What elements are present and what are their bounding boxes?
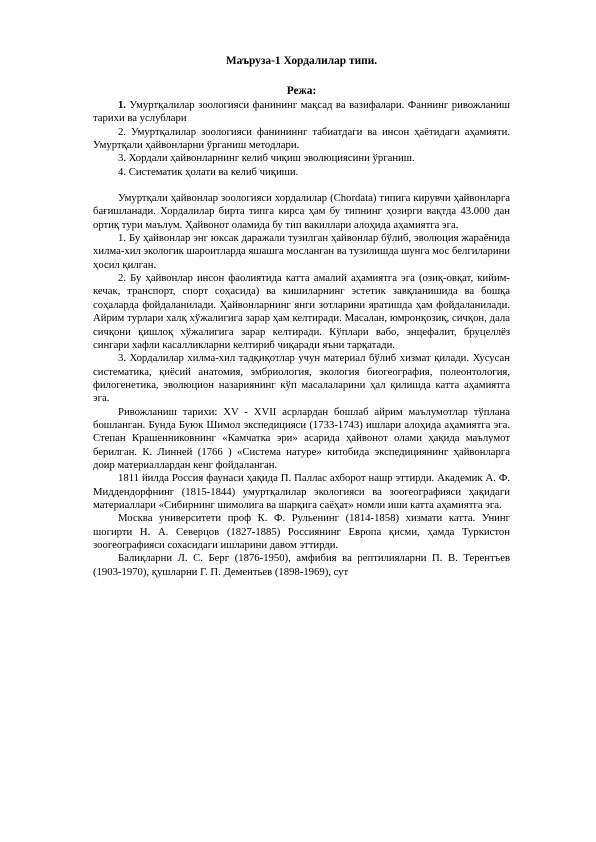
document-page [93, 54, 510, 579]
paragraph: 1. Бу ҳайвонлар энг юксак даражали тузилган ҳайвонлар бўлиб, эволюция жараёнида хилма-хил экологик шароитларда яшашга мосланган ва тузилишда шунга мос белгиларини ҳосил қилган. [93, 232, 511, 271]
paragraph: Ривожланиш тарихи: XV - XVII асрлардан бошлаб айрим маълумотлар тўплана бошланган. Бунда Буюк Шимол экспедицияси (1733-1743) ишлари алоҳида аҳамиятга эга. Степан Крашенниковнинг «Камчатка эри» асарида ҳайвонот олами ҳақида маълумот берилган. К. Линней (1766 ) «Система натуре» китобида экспедициянинг ҳайвонларга доир материаллардан кенг фойдаланган. [93, 405, 510, 471]
plan-item-number: 4. [118, 165, 127, 178]
plan-item [93, 126, 510, 153]
paragraph: Москва университети проф К. Ф. Рульенинг (1814-1858) хизмати катта. Унинг шогирти Н. А. Северцов (1827-1885) Россиянинг Европа қисми, ҳамда Туркистон зоогеографияси сохасидаги ишларини давом эттирди. [93, 512, 510, 551]
plan-item-number: 1. [118, 99, 127, 111]
plan-item [93, 99, 510, 126]
paragraph: Балиқларни Л. С. Берг (1876-1950), амфибия ва рептилияларни П. В. Терентъев (1903-1970), қушларни Г. П. Дементьев (1898-1969), сут [93, 552, 510, 578]
plan-item [93, 166, 510, 179]
plan-item-number: 2. [118, 125, 127, 138]
plan-item-number: 3. [118, 152, 127, 165]
plan-heading: Режа: [286, 85, 317, 97]
body-text [93, 192, 510, 579]
plan-item [93, 152, 510, 165]
plan-item-text: Систематик ҳолати ва келиб чиқиши. [126, 165, 299, 178]
plan-list [93, 99, 510, 179]
plan-item-text: Хордали ҳайвонларнинг келиб чиқиш эволюциясини ўрганиш. [126, 152, 415, 165]
paragraph: 3. Хордалилар хилма-хил тадқиқотлар учун материал бўлиб хизмат қилади. Хусусан систематика, қиёсий анатомия, эмбриология, экология биогеография, полеонтология, филогенетика, эволюцион назариянинг кўп масалаларини ҳал қилишда катта аҳамиятга эга. [93, 352, 510, 405]
paragraph: 2. Бу ҳайвонлар инсон фаолиятида катта амалий аҳамиятга эга (озиқ-овқат, кийим-кечак, транспорт, спорт соҳасида) ва кишиларнинг эстетик завқланишида ва бошқа соҳаларда фойдаланилади. Ҳайвонларнинг янги зотларини яратишда ҳам фойдаланилади. Айрим турлари халқ хўжалигига зарар ҳам келтиради. Масалан, юмронқозиқ, сичқон, дала сичқони қишлоқ хўжалигига зарар келтиради. Кўплари вабо, энцефалит, бруцеллёз сингари хафли касалликларни келтириб чиқаради яъни тарқатади. [93, 272, 510, 351]
plan-item-text: Умуртқалилар зоологияси фанининнг табиатдаги ва инсон ҳаётидаги аҳамияти. Умуртқали ҳайвонларни ўрганиш методлари. [93, 125, 510, 152]
paragraph: 1811 йилда Россия фаунаси ҳақида П. Паллас ахборот нашр эттирди. Академик А. Ф. Миддендорфнинг (1815-1844) умуртқалилар экологияси ва зоогеографияси ҳақидаги материаллари «Сибирнинг шимолига ва шарқига саёҳат» номли иши катта аҳамиятга эга. [93, 472, 510, 511]
paragraph: Умуртқали ҳайвонлар зоологияси хордалилар (Chordata) типига кирувчи ҳайвонларга бағишланади. Хордалилар бирта типга кирса ҳам бу типнинг ҳозирги вақтда 43.000 дан ортиқ тури маълум. Ҳайвонот оламида бу тип вакиллари алоҳида аҳамиятга эга. [93, 192, 510, 231]
plan-item-text: Умуртқалилар зоологияси фанининг мақсад ва вазифалари. Фаннинг ривожланиш тарихи ва услублари [93, 99, 510, 125]
document-title: Маъруза-1 Хордалилар типи. [225, 55, 378, 67]
